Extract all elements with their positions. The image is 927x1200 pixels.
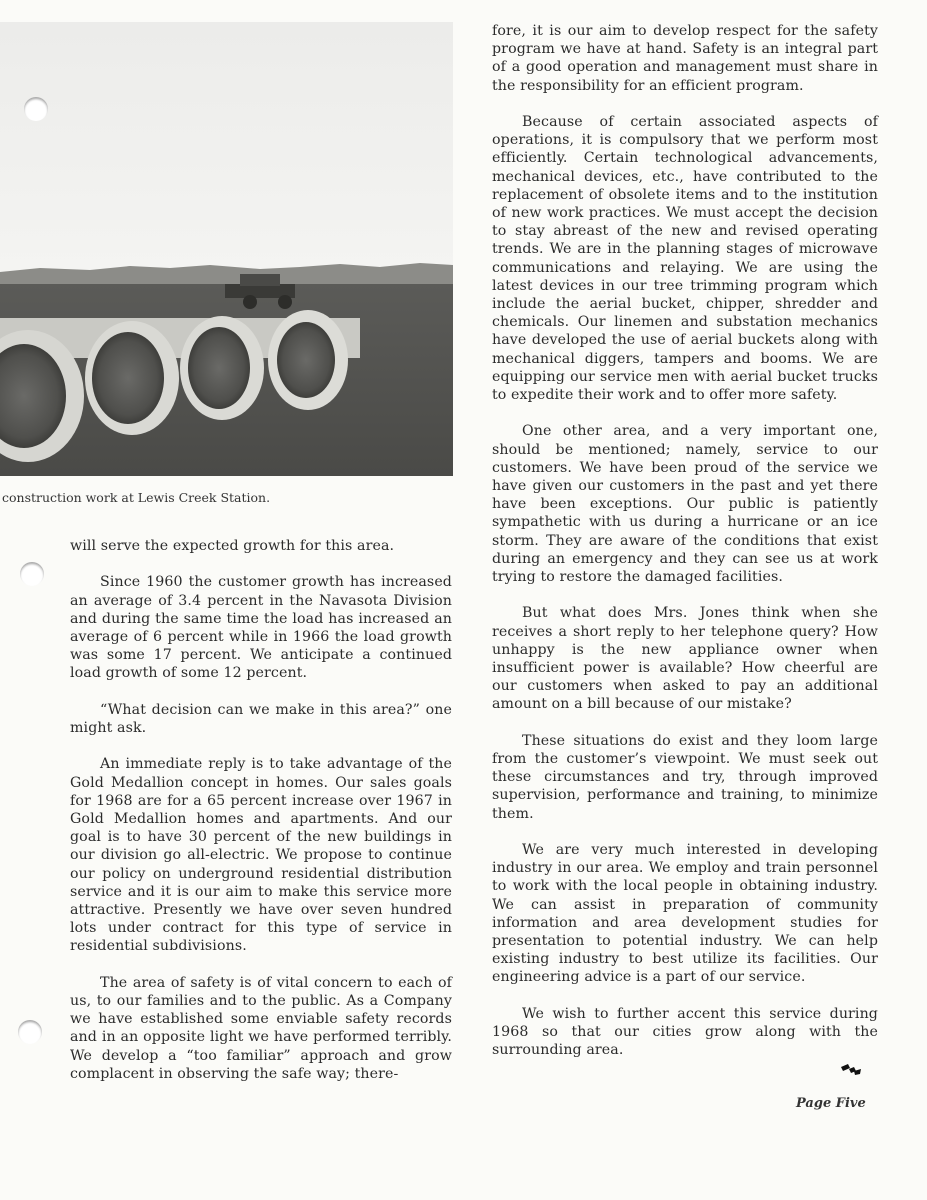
paragraph: An immediate reply is to take advantage of the Gold Medallion concept in homes. Our sales goals for 1968 are for a 65 percent increase over 1967 in Gold Medallion homes and apartments. And our goal is to have 30 percent of the new buildings in our division go all-electric. We propose to continue our policy on underground residential distribution service and it is our aim to make this service more attractive. Presently we have over seven hundred lots under contract for this type of service in residential subdivisions. [70,756,452,955]
paragraph: Because of certain associated aspects of operations, it is compulsory that we perform most efficiently. Certain technological advancements, mechanical devices, etc., have contributed to the replacement of obsolete items and to the institution of new work practices. We must accept the decision to stay abreast of the new and revised operating trends. We are in the planning stages of microwave communications and relaying. We are using the latest devices in our tree trimming program which include the aerial bucket, chipper, shredder and chemicals. Our linemen and substation mechanics have developed the use of aerial buckets along with mechanical diggers, tampers and booms. We are equipping our service men with aerial bucket trucks to expedite their work and to offer more safety. [492,114,878,404]
binder-hole [24,97,48,121]
paragraph: fore, it is our aim to develop respect for the safety program we have at hand. Safety is an integral part of a good operation and management must share in the responsibility for an efficient program. [492,23,878,94]
paragraph: These situations do exist and they loom large from the customer’s viewpoint. We must seek out these circumstances and try, through improved supervision, performance and training, to minimize them. [492,732,878,822]
paragraph: We wish to further accent this service during 1968 so that our cities grow along with the surrounding area. [492,1005,878,1059]
pipes-photo-illustration [0,22,453,476]
paragraph: We are very much interested in developing industry in our area. We employ and train personnel to work with the local people in obtaining industry. We can assist in preparation of community information and area development studies for presentation to potential industry. We can help existing industry to best utilize its facilities. Our engineering advice is a part of our service. [492,842,878,986]
binder-hole [20,562,44,586]
paragraph: will serve the expected growth for this area. [70,538,395,554]
sky [0,22,453,276]
photo-caption: construction work at Lewis Creek Station. [2,490,271,505]
right-text-column [492,22,878,1078]
page-number: Page Five [796,1096,866,1111]
company-logo-end-mark-icon [840,1061,862,1075]
paragraph: “What decision can we make in this area?” one might ask. [70,701,452,736]
binder-hole [18,1020,42,1044]
paragraph: But what does Mrs. Jones think when she receives a short reply to her telephone query? How unhappy is the new appliance owner when insufficient power is available? How cheerful are our customers when asked to pay an additional amount on a bill because of our mistake? [492,605,878,713]
paragraph: Since 1960 the customer growth has increased an average of 3.4 percent in the Navasota Division and during the same time the load has increased an average of 6 percent while in 1966 the load growth was some 17 percent. We anticipate a continued load growth of some 12 percent. [70,574,452,682]
left-text-column [70,537,452,1101]
paragraph: The area of safety is of vital concern to each of us, to our families and to the public. As a Company we have established some enviable safety records and in an opposite light we have performed terribly. We develop a “too familiar” approach and grow complacent in observing the safe way; there- [70,974,452,1082]
construction-photo [0,22,453,476]
paragraph: One other area, and a very important one, should be mentioned; namely, service to our customers. We have been proud of the service we have given our customers in the past and yet there have been exceptions. Our public is patiently sympathetic with us during a hurricane or an ice storm. They are aware of the conditions that exist during an emergency and they can see us at work trying to restore the damaged facilities. [492,423,878,586]
